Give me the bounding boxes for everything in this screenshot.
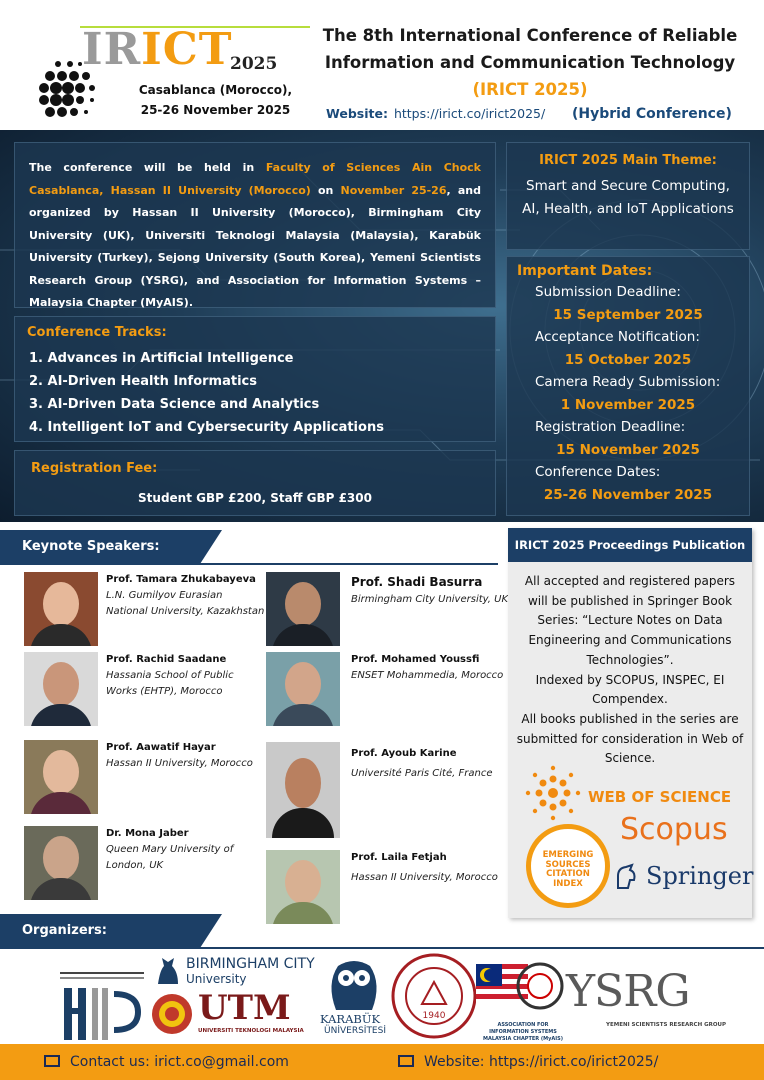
proceedings-title: IRICT 2025 Proceedings Publication [508, 528, 752, 562]
mail-icon [44, 1055, 60, 1067]
tracks-panel [14, 316, 496, 442]
speaker-photo [266, 850, 340, 924]
speaker-card [266, 850, 506, 930]
speaker-affiliation: Hassan II University, Morocco [351, 872, 498, 883]
keynotes-heading: Keynote Speakers: [0, 530, 200, 564]
logo-wordmark [82, 24, 233, 75]
speaker-photo [24, 740, 98, 814]
conference-title [308, 22, 752, 103]
myais-logo [474, 956, 566, 1042]
speaker-affiliation: Université Paris Cité, France [351, 768, 493, 779]
speaker-name: Prof. Laila Fetjah [351, 852, 447, 863]
info-band [0, 130, 764, 522]
about-text-3: , and organized by Hassan II University (Morocco), Birmingham City University (UK), Universiti Teknologi Malaysia (Malaysia), Karabük University (Turkey), Sejong University (South Korea), Yemeni Scientists Research Group (YSRG), and Association for Information Systems – Malaysia Chapter (MyAIS). [29, 183, 481, 309]
esci-badge [526, 824, 610, 908]
speaker-card [266, 652, 506, 732]
speaker-name: Prof. Shadi Basurra [351, 575, 483, 589]
speaker-card [24, 652, 264, 732]
hassan-ii-logo [54, 968, 150, 1042]
title-line-1: The 8th International Conference of Reliable [322, 26, 738, 45]
karabuk-subtitle: ÜNİVERSİTESİ [324, 1026, 386, 1036]
speaker-name: Prof. Mohamed Youssfi [351, 654, 480, 665]
logo-ir: IR [82, 24, 142, 75]
esci-text: EMERGING SOURCES CITATION INDEX [542, 850, 594, 889]
track-item: 1. Advances in Artificial Intelligence [29, 351, 294, 366]
date-value: 15 September 2025 [553, 306, 703, 323]
hybrid-label: (Hybrid Conference) [572, 106, 732, 122]
speaker-affiliation: Hassania School of Public Works (EHTP), Morocco [106, 670, 234, 697]
tracks-title: Conference Tracks: [27, 325, 167, 340]
logo-year: 2025 [230, 54, 278, 74]
karabuk-text: KARABÜK [320, 1012, 381, 1026]
proceedings-indexing: Indexed by SCOPUS, INSPEC, EI Compendex. [535, 672, 725, 707]
myais-subtitle: ASSOCIATION FOR INFORMATION SYSTEMS MALAYSIA CHAPTER (MyAIS) [482, 1022, 564, 1042]
speaker-affiliation: Queen Mary University of London, UK [106, 844, 234, 871]
website-label: Website: [326, 106, 388, 121]
speaker-affiliation: L.N. Gumilyov Eurasian National University, Kazakhstan [106, 590, 265, 617]
proceedings-panel [508, 528, 752, 918]
organizers-heading: Organizers: [0, 914, 200, 948]
web-of-science-logo [524, 764, 744, 804]
speaker-card [266, 742, 506, 822]
scopus-logo: Scopus [620, 812, 728, 847]
theme-text: Smart and Secure Computing, AI, Health, and IoT Applications [522, 178, 734, 217]
karabuk-owl-icon [316, 954, 392, 1014]
sejong-logo [390, 952, 478, 1040]
header [0, 0, 764, 130]
date-label: Conference Dates: [535, 464, 661, 480]
date-label: Submission Deadline: [535, 284, 681, 300]
track-item: 4. Intelligent IoT and Cybersecurity Applications [29, 420, 384, 435]
utm-text: UTM [198, 988, 291, 1028]
track-item: 3. AI-Driven Data Science and Analytics [29, 397, 320, 412]
about-dates: November 25-26 [340, 183, 447, 197]
logo-place [128, 80, 303, 120]
date-value: 15 November 2025 [556, 441, 700, 458]
logo-city: Casablanca (Morocco), [138, 83, 293, 97]
about-text-2: on [310, 183, 341, 197]
speaker-card [266, 572, 509, 652]
proceedings-text [508, 562, 752, 769]
footer [0, 1044, 764, 1080]
date-value: 15 October 2025 [564, 351, 692, 368]
hassan-ii-emblem-icon [54, 968, 150, 1042]
title-line-2: Information and Communication Technology [324, 53, 736, 72]
speaker-name: Prof. Ayoub Karine [351, 748, 457, 759]
sejong-year: 1940 [422, 1011, 446, 1021]
bcu-subtitle: University [186, 972, 247, 986]
speaker-photo [24, 652, 98, 726]
dates-title: Important Dates: [517, 263, 653, 279]
irict-logo [22, 10, 302, 122]
proceedings-wos-note: All books published in the series are submitted for consideration in Web of Science. [516, 711, 744, 766]
speaker-photo [24, 826, 98, 900]
springer-logo [612, 860, 752, 900]
fee-title: Registration Fee: [31, 461, 158, 476]
springer-text: Springer [646, 862, 754, 890]
speaker-photo [266, 652, 340, 726]
utm-subtitle: UNIVERSITI TEKNOLOGI MALAYSIA [198, 1028, 304, 1034]
ysrg-logo [566, 966, 754, 1042]
speaker-affiliation: Birmingham City University, UK [351, 594, 509, 605]
sejong-seal-icon [390, 952, 478, 1040]
header-website [326, 106, 545, 121]
footer-contact[interactable] [44, 1044, 289, 1080]
speaker-affiliation: ENSET Mohammedia, Morocco [351, 670, 504, 681]
bcu-name: BIRMINGHAM CITY [186, 956, 315, 972]
speaker-name: Prof. Rachid Saadane [106, 654, 227, 665]
website-link[interactable]: https://irict.co/irict2025/ [393, 106, 546, 121]
ysrg-text: YSRG [566, 966, 690, 1017]
logo-ict: ICT [141, 24, 233, 75]
keynotes-divider [0, 563, 498, 565]
date-value: 1 November 2025 [560, 396, 696, 413]
speaker-name: Dr. Mona Jaber [106, 828, 189, 839]
organizers-divider [0, 947, 764, 949]
about-text-1: The conference will be held in [29, 161, 266, 174]
web-icon [398, 1055, 414, 1067]
speaker-name: Prof. Aawatif Hayar [106, 742, 216, 753]
footer-website[interactable] [398, 1044, 658, 1080]
footer-website-text: Website: https://irict.co/irict2025/ [424, 1054, 659, 1070]
speaker-card [24, 826, 264, 906]
date-label: Camera Ready Submission: [535, 374, 721, 390]
springer-horse-icon [612, 862, 642, 892]
logo-dates: 25-26 November 2025 [140, 103, 291, 117]
date-value: 25-26 November 2025 [543, 486, 713, 503]
malaysia-flag-icon [474, 956, 566, 1022]
date-label: Registration Deadline: [535, 419, 686, 435]
footer-contact-text: Contact us: irict.co@gmail.com [70, 1054, 289, 1070]
speaker-photo [266, 572, 340, 646]
proceedings-series: All accepted and registered papers will be published in Springer Book Series: “Lecture Notes on Data Engineering and Communications Technologies”. [524, 574, 736, 667]
speaker-card [24, 740, 264, 820]
speaker-card [24, 572, 264, 652]
date-label: Acceptance Notification: [535, 329, 700, 345]
web-of-science-icon [524, 764, 582, 822]
track-item: 2. AI-Driven Health Informatics [29, 374, 257, 389]
speaker-photo [266, 742, 340, 838]
utm-crest-icon [150, 992, 194, 1036]
bcu-crest-icon [154, 954, 182, 988]
theme-title: IRICT 2025 Main Theme: [539, 153, 717, 168]
birmingham-city-logo [154, 952, 324, 992]
web-of-science-text: WEB OF SCIENCE [588, 788, 732, 806]
fee-panel [14, 450, 496, 516]
speaker-name: Prof. Tamara Zhukabayeva [106, 574, 256, 585]
about-panel [14, 142, 496, 308]
theme-panel [506, 142, 750, 250]
title-short: (IRICT 2025) [472, 80, 588, 99]
utm-logo [150, 988, 304, 1042]
ysrg-subtitle: YEMENI SCIENTISTS RESEARCH GROUP [606, 1022, 727, 1028]
tracks-list [27, 347, 483, 439]
about-venue: Faculty of Sciences Ain Chock Casablanca, Hassan II University (Morocco) [29, 161, 481, 197]
dates-panel [506, 256, 750, 516]
fee-value: Student GBP £200, Staff GBP £300 [138, 491, 372, 505]
speaker-affiliation: Hassan II University, Morocco [106, 758, 253, 769]
speaker-photo [24, 572, 98, 646]
karabuk-logo [316, 954, 392, 1042]
organizer-logos [54, 952, 754, 1044]
